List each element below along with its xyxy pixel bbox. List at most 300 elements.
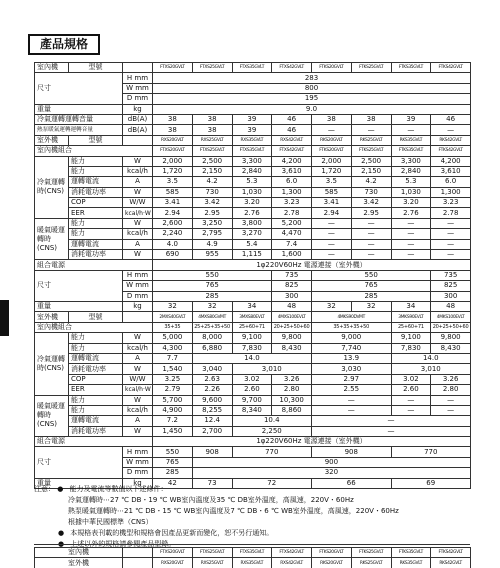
combo-model: FTKS35GVLT (391, 146, 431, 156)
indoor-combo-label: 室內機組合 (35, 146, 153, 156)
value-cell: 5.4 (232, 239, 272, 249)
note-text: 能力及電流等數值以下述條件： (69, 485, 168, 493)
bottom-model: FTKS25GVLT (351, 548, 391, 558)
value-cell: 7.4 (272, 239, 312, 249)
value-cell: 3.42 (351, 198, 391, 208)
note-text: 上述以外的規格請參閱產品型錄。 (70, 540, 176, 548)
size-label: 尺寸 (35, 73, 123, 104)
capacity-label: 能力 (69, 333, 123, 343)
unit-h: H mm (123, 270, 153, 280)
value-cell: 48 (431, 301, 471, 311)
value-cell: 8,000 (192, 333, 232, 343)
unit-dba: dB(A) (123, 114, 153, 124)
value-cell: 2.60 (391, 385, 431, 395)
weight-label: 重量 (35, 104, 123, 114)
unit-kg: kg (123, 104, 153, 114)
combo-model: FTXS35GVLT (232, 146, 272, 156)
value-cell: 66 (312, 478, 392, 488)
note-text: 熱泵暖氣運轉時⋯21 ℃ DB・15 ℃ WB室內溫度及7 ℃ DB・6 ℃ WB室外溫度，高風速，220V・60Hz (68, 507, 399, 515)
noise-value: 39 (232, 125, 272, 135)
value-cell: — (431, 218, 471, 228)
outdoor-model: 4MXS80GVMT (192, 312, 232, 322)
unit-w: W mm (123, 457, 153, 467)
indoor-model: FTKS35GVLT (391, 63, 431, 73)
value-cell: 9,700 (232, 395, 272, 405)
value-cell: 7.7 (153, 353, 193, 363)
outdoor-model: RXS25GVLT (192, 135, 232, 145)
bottom-model: RKS42GVLT (431, 558, 471, 568)
value-cell: 7,740 (312, 343, 392, 353)
value-cell: 3,030 (312, 364, 392, 374)
indoor-model: FTXS42GVLT (272, 63, 312, 73)
multi-outdoor-model-row (35, 312, 471, 322)
outdoor-model: RKS20GVLT (312, 135, 352, 145)
value-cell: 5.3 (232, 177, 272, 187)
value-cell: — (391, 395, 431, 405)
value-cell: 8,255 (192, 405, 232, 415)
cop-label: COP (69, 198, 123, 208)
value-cell: 73 (192, 478, 232, 488)
power-supply-value: 1φ220V60Hz 電源連接（室外機） (153, 437, 471, 447)
bottom-outdoor-label: 室外機 (35, 558, 123, 568)
value-cell: 3.41 (312, 198, 352, 208)
value-cell: 3.5 (153, 177, 193, 187)
bottom-model: RXS42GVLT (272, 558, 312, 568)
value-cell: 4,900 (153, 405, 193, 415)
indoor-model: FTKS42GVLT (431, 63, 471, 73)
note-text: 本規格表刊載的機型和規格會因產品更新而變化，恕不另行通知。 (70, 529, 274, 537)
value-cell: 2.94 (153, 208, 193, 218)
value-cell: 770 (391, 447, 471, 457)
value-cell: 7,830 (232, 343, 272, 353)
value-cell: 1,300 (431, 187, 471, 197)
power-label: 消耗電功率 (69, 426, 123, 436)
value-cell: 2.95 (351, 208, 391, 218)
unit-dba: dB(A) (123, 125, 153, 135)
value-cell: 8,860 (272, 405, 312, 415)
unit-label: kcal/h (123, 166, 153, 176)
value-cell: 300 (272, 291, 312, 301)
outdoor-model: RKS25GVLT (351, 135, 391, 145)
unit-w: W mm (123, 83, 153, 93)
unit-kg: kg (123, 478, 153, 488)
value-cell: 730 (351, 187, 391, 197)
value-cell: 1,115 (232, 250, 272, 260)
divider (34, 544, 470, 545)
value-cell: 3.42 (192, 198, 232, 208)
noise-value: 38 (192, 125, 232, 135)
bottom-model: RXS35GVLT (232, 558, 272, 568)
bottom-model: FTXS42GVLT (272, 548, 312, 558)
combo-value: 35+35 (153, 322, 193, 332)
value-cell: 9,800 (272, 333, 312, 343)
value-cell: 32 (351, 301, 391, 311)
unit-label: W (123, 364, 153, 374)
weight-label: 重量 (35, 301, 123, 311)
unit-label: kcal/h·W (123, 385, 153, 395)
value-cell: 4,470 (272, 229, 312, 239)
indoor-h: 283 (153, 73, 471, 83)
bottom-model: FTXS20GVLT (153, 548, 193, 558)
value-cell: — (391, 239, 431, 249)
noise-value: — (312, 125, 352, 135)
value-cell: 900 (192, 457, 470, 467)
value-cell: 9,800 (431, 333, 471, 343)
value-cell: 2.63 (192, 374, 232, 384)
heating-op-label: 暖氣暖運轉時(CNS) (35, 395, 69, 437)
value-cell: — (312, 395, 392, 405)
outdoor-model-row (35, 135, 471, 145)
value-cell: 4.2 (192, 177, 232, 187)
value-cell: 550 (312, 270, 431, 280)
value-cell: — (391, 218, 431, 228)
value-cell: 9,000 (312, 333, 392, 343)
value-cell: 14.0 (391, 353, 471, 363)
value-cell: 2.94 (312, 208, 352, 218)
value-cell: 42 (153, 478, 193, 488)
value-cell: 3.5 (312, 177, 352, 187)
value-cell: 4,200 (431, 156, 471, 166)
value-cell: — (312, 250, 352, 260)
value-cell: 2.76 (232, 208, 272, 218)
value-cell: 2.78 (431, 208, 471, 218)
value-cell: 3,040 (192, 364, 232, 374)
value-cell: — (391, 405, 431, 415)
noise-value: 46 (272, 114, 312, 124)
value-cell: 825 (272, 281, 312, 291)
noise-value: 38 (192, 114, 232, 124)
value-cell: 3,250 (192, 218, 232, 228)
combo-value: 25+25+35+50 (192, 322, 232, 332)
power-supply-label: 組合電源 (35, 437, 153, 447)
current-label: 運轉電流 (69, 177, 123, 187)
eer-label: EER (69, 208, 123, 218)
noise-value: — (351, 125, 391, 135)
value-cell: 3,010 (232, 364, 312, 374)
value-cell: 4,200 (272, 156, 312, 166)
cooling-noise-label: 冷氣運轉運轉音量 (35, 114, 123, 124)
value-cell: 765 (312, 281, 431, 291)
current-label: 運轉電流 (69, 416, 123, 426)
power-supply-value: 1φ220V60Hz 電源連接（室外機） (153, 260, 471, 270)
combo-model: FTKS42GVLT (431, 146, 471, 156)
value-cell: 550 (153, 447, 193, 457)
combo-value: 20+25+50+60 (431, 322, 471, 332)
value-cell: 2,700 (192, 426, 232, 436)
value-cell: 2.26 (192, 385, 232, 395)
value-cell: 34 (232, 301, 272, 311)
bottom-table (34, 547, 471, 568)
value-cell: 3.20 (232, 198, 272, 208)
combo-value: 20+25+50+60 (272, 322, 312, 332)
bottom-model: RXS20GVLT (153, 558, 193, 568)
outdoor-unit-label: 室外機 (35, 135, 69, 145)
value-cell: 3,270 (232, 229, 272, 239)
value-cell: 6.0 (272, 177, 312, 187)
noise-value: 38 (351, 114, 391, 124)
current-label: 運轉電流 (69, 353, 123, 363)
value-cell: 2,150 (192, 166, 232, 176)
unit-kg: kg (123, 301, 153, 311)
unit-label: A (123, 353, 153, 363)
cop-label: COP (69, 374, 123, 384)
value-cell: 2,840 (232, 166, 272, 176)
unit-label: A (123, 177, 153, 187)
power-label: 消耗電功率 (69, 187, 123, 197)
unit-label: kcal/h·W (123, 208, 153, 218)
value-cell: 5,700 (153, 395, 193, 405)
combo-model: FTXS20GVLT (153, 146, 193, 156)
unit-label: W (123, 426, 153, 436)
bottom-model: FTKS42GVLT (431, 548, 471, 558)
unit-label: A (123, 239, 153, 249)
model-no-label: 型號 (69, 312, 123, 322)
value-cell: 2.55 (312, 385, 392, 395)
bottom-model: RKS25GVLT (351, 558, 391, 568)
note-text: 根據中華民國標準（CNS） (68, 518, 153, 526)
value-cell: — (431, 405, 471, 415)
value-cell: 285 (312, 291, 431, 301)
capacity-label: 能力 (69, 395, 123, 405)
value-cell: 10.4 (232, 416, 312, 426)
value-cell: 1,030 (232, 187, 272, 197)
size-label: 尺寸 (35, 447, 123, 478)
unit-label: W (123, 156, 153, 166)
unit-label: A (123, 416, 153, 426)
value-cell: — (431, 239, 471, 249)
indoor-model: FTXS20GVLT (153, 63, 193, 73)
noise-value: 38 (312, 114, 352, 124)
unit-w: W mm (123, 281, 153, 291)
outdoor-model: 4MKS100EVLT (431, 312, 471, 322)
capacity-label: 能力 (69, 229, 123, 239)
capacity-label: 能力 (69, 166, 123, 176)
value-cell: 32 (312, 301, 352, 311)
outdoor-model: 3MKS90EVLT (391, 312, 431, 322)
value-cell: 730 (192, 187, 232, 197)
heating-noise-label: 熱泵暖氣運轉運轉音量 (35, 125, 123, 135)
noise-value: 39 (391, 114, 431, 124)
value-cell: 7,830 (391, 343, 431, 353)
unit-label: W/W (123, 198, 153, 208)
value-cell: 72 (232, 478, 312, 488)
bottom-model: RXS25GVLT (192, 558, 232, 568)
value-cell: — (391, 229, 431, 239)
value-cell: 955 (192, 250, 232, 260)
unit-h: H mm (123, 73, 153, 83)
unit-label: W (123, 395, 153, 405)
unit-d: D mm (123, 94, 153, 104)
value-cell: 1,030 (391, 187, 431, 197)
value-cell: 3.26 (272, 374, 312, 384)
outdoor-model: RXS42GVLT (272, 135, 312, 145)
power-label: 消耗電功率 (69, 364, 123, 374)
value-cell: 2.80 (431, 385, 471, 395)
combo-value: 25+60+71 (391, 322, 431, 332)
value-cell: 2,150 (351, 166, 391, 176)
model-no-label: 型號 (69, 63, 123, 73)
value-cell: 3.23 (431, 198, 471, 208)
outdoor-unit-label: 室外機 (35, 312, 69, 322)
value-cell: 13.9 (312, 353, 392, 363)
value-cell: 3,610 (272, 166, 312, 176)
value-cell: 690 (153, 250, 193, 260)
value-cell: 6,880 (192, 343, 232, 353)
bottom-model: FTKS20GVLT (312, 548, 352, 558)
indoor-model: FTKS25GVLT (351, 63, 391, 73)
value-cell: 2,600 (153, 218, 193, 228)
value-cell: 3,300 (232, 156, 272, 166)
value-cell: 32 (192, 301, 232, 311)
value-cell: 1,720 (312, 166, 352, 176)
value-cell: 8,430 (272, 343, 312, 353)
unit-label: W/W (123, 374, 153, 384)
value-cell: 4,300 (153, 343, 193, 353)
notes-section (34, 484, 470, 550)
value-cell: — (351, 239, 391, 249)
value-cell: 735 (431, 270, 471, 280)
bottom-model: RKS20GVLT (312, 558, 352, 568)
value-cell: 2,795 (192, 229, 232, 239)
value-cell: 5.3 (391, 177, 431, 187)
capacity-label: 能力 (69, 405, 123, 415)
value-cell: 3.02 (391, 374, 431, 384)
combo-model: FTXS42GVLT (272, 146, 312, 156)
eer-label: EER (69, 385, 123, 395)
indoor-model-row (35, 63, 471, 73)
value-cell: 2.80 (272, 385, 312, 395)
value-cell: 48 (272, 301, 312, 311)
value-cell: — (312, 239, 352, 249)
noise-value: 38 (153, 114, 193, 124)
value-cell: 7.2 (153, 416, 193, 426)
value-cell: 285 (153, 468, 193, 478)
value-cell: 2.79 (153, 385, 193, 395)
bullet-icon: ● (58, 540, 65, 548)
value-cell: 9,600 (192, 395, 232, 405)
current-label: 運轉電流 (69, 239, 123, 249)
value-cell: 5,000 (153, 333, 193, 343)
power-supply-label: 組合電源 (35, 260, 153, 270)
value-cell: 10,300 (272, 395, 312, 405)
value-cell: 735 (272, 270, 312, 280)
value-cell: — (431, 395, 471, 405)
value-cell: 32 (153, 301, 193, 311)
value-cell: 4.0 (153, 239, 193, 249)
value-cell: 2.76 (391, 208, 431, 218)
value-cell: 3.25 (153, 374, 193, 384)
value-cell: 2,250 (232, 426, 312, 436)
value-cell: 908 (312, 447, 392, 457)
value-cell: 1,450 (153, 426, 193, 436)
value-cell: 9,100 (232, 333, 272, 343)
value-cell: 585 (153, 187, 193, 197)
unit-h: H mm (123, 447, 153, 457)
indoor-unit-label: 室內機 (35, 63, 69, 73)
outdoor-model: RKS42GVLT (431, 135, 471, 145)
indoor-d: 195 (153, 94, 471, 104)
value-cell: 2,840 (391, 166, 431, 176)
value-cell: — (312, 405, 392, 415)
value-cell: 3.02 (232, 374, 272, 384)
size-label: 尺寸 (35, 270, 123, 301)
power-label: 消耗電功率 (69, 250, 123, 260)
value-cell: 3.23 (272, 198, 312, 208)
combo-value: 25+60+71 (232, 322, 272, 332)
value-cell: 770 (232, 447, 312, 457)
noise-value: — (431, 125, 471, 135)
value-cell: 5,200 (272, 218, 312, 228)
value-cell: 3.26 (431, 374, 471, 384)
combo-model: FTKS25GVLT (351, 146, 391, 156)
value-cell: — (431, 250, 471, 260)
bottom-model: FTKS35GVLT (391, 548, 431, 558)
indoor-combo-label: 室內機組合 (35, 322, 153, 332)
unit-d: D mm (123, 468, 153, 478)
value-cell: 550 (153, 270, 272, 280)
value-cell: 765 (153, 281, 272, 291)
noise-value: 38 (153, 125, 193, 135)
combo-model: FTKS20GVLT (312, 146, 352, 156)
value-cell: 2,000 (312, 156, 352, 166)
combo-value: 35+35+35+50 (312, 322, 392, 332)
outdoor-model: 4MXS100EVLT (272, 312, 312, 322)
outdoor-model: 4MKS90DVMT (312, 312, 392, 322)
bottom-model: RKS35GVLT (391, 558, 431, 568)
value-cell: — (312, 229, 352, 239)
noise-value: 46 (272, 125, 312, 135)
value-cell: 6.0 (431, 177, 471, 187)
value-cell: 3.41 (153, 198, 193, 208)
value-cell: 2,500 (351, 156, 391, 166)
value-cell: 1,540 (153, 364, 193, 374)
page-title: 產品規格 (28, 34, 100, 55)
value-cell: 69 (391, 478, 471, 488)
model-no-label: 型號 (69, 135, 123, 145)
heating-op-label: 暖氣暖運轉時(CNS) (35, 218, 69, 260)
value-cell: — (431, 229, 471, 239)
unit-label: W (123, 187, 153, 197)
value-cell: 2,000 (153, 156, 193, 166)
value-cell: — (391, 250, 431, 260)
notes-label: 注意： (34, 485, 55, 493)
unit-d: D mm (123, 291, 153, 301)
unit-label: W (123, 218, 153, 228)
outdoor-model: 3MXS80EVLT (232, 312, 272, 322)
unit-label: kcal/h (123, 405, 153, 415)
cooling-op-label: 冷氣運轉時(CNS) (35, 333, 69, 395)
noise-value: 39 (232, 114, 272, 124)
side-tab-marker (0, 300, 9, 336)
weight-label: 重量 (35, 478, 123, 488)
value-cell: 8,340 (232, 405, 272, 415)
value-cell: — (351, 250, 391, 260)
capacity-label: 能力 (69, 343, 123, 353)
value-cell: 34 (391, 301, 431, 311)
bullet-icon: ● (58, 529, 65, 537)
note-text: 冷氣運轉時⋯27 ℃ DB・19 ℃ WB室內溫度及35 ℃ DB室外溫度，高風速，220V・60Hz (68, 496, 354, 504)
value-cell: 908 (192, 447, 232, 457)
outdoor-model: 2MXS40GVLT (153, 312, 193, 322)
value-cell: 1,600 (272, 250, 312, 260)
cooling-op-label: 冷氣運轉時(CNS) (35, 156, 69, 218)
value-cell: 3,800 (232, 218, 272, 228)
bottom-indoor-label: 室內機 (35, 548, 123, 558)
value-cell: 2.97 (312, 374, 392, 384)
value-cell: — (351, 218, 391, 228)
value-cell: 2,240 (153, 229, 193, 239)
value-cell: 320 (192, 468, 470, 478)
